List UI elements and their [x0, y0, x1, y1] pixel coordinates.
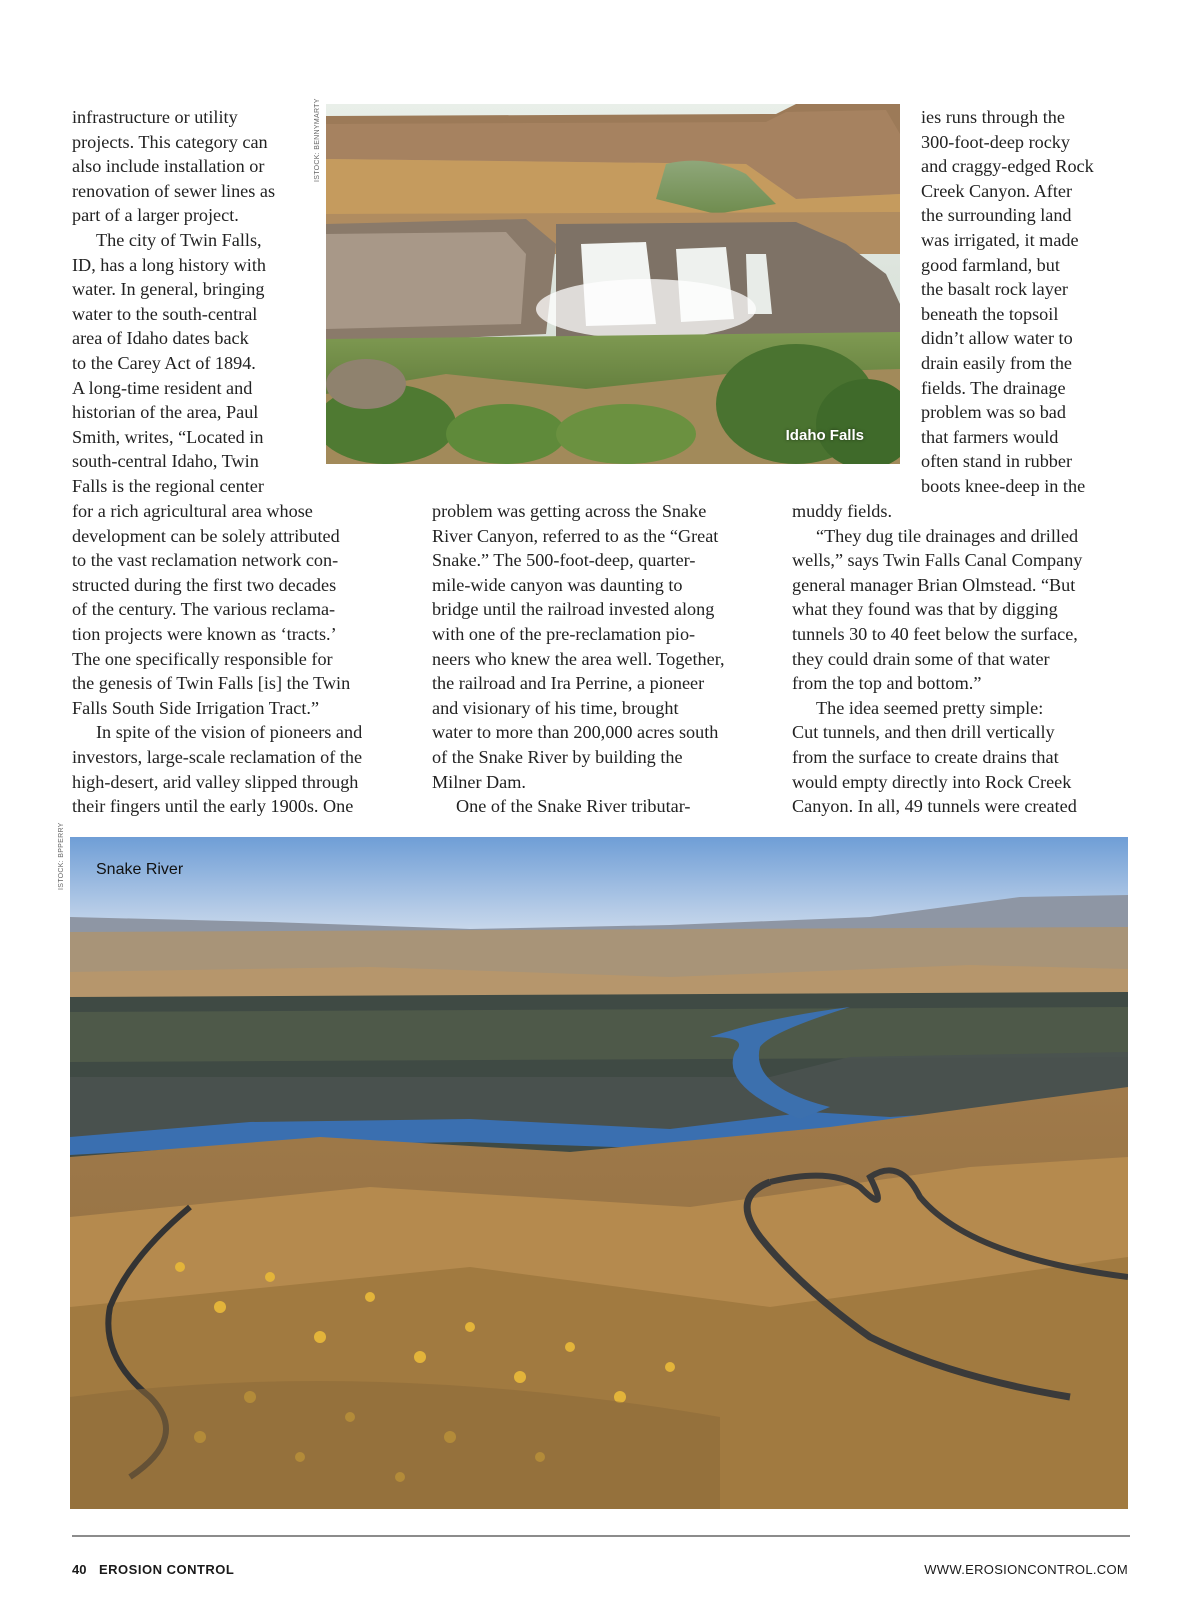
text-line: of the Snake River by building the — [432, 746, 683, 767]
text-line: what they found was that by digging — [792, 599, 1058, 620]
text-line: water to more than 200,000 acres south — [432, 722, 719, 743]
text-line: the surrounding land — [921, 205, 1072, 226]
text-line: One of the Snake River tributar- — [456, 796, 691, 817]
magazine-name: EROSION CONTROL — [99, 1562, 235, 1577]
text-line: Falls South Side Irrigation Tract.” — [72, 697, 320, 718]
page-number: 40 — [72, 1562, 87, 1577]
snake-river-photo — [70, 837, 1128, 1509]
text-line: the railroad and Ira Perrine, a pioneer — [432, 673, 705, 694]
column-1-bottom — [72, 499, 362, 819]
text-line: problem was so bad — [921, 402, 1066, 423]
text-line: general manager Brian Olmstead. “But — [792, 574, 1076, 595]
text-line: would empty directly into Rock Creek — [792, 771, 1072, 792]
text-line: The idea seemed pretty simple: — [816, 697, 1044, 718]
falls-photo-credit: ISTOCK: BENNYMARTY — [314, 98, 321, 182]
text-line: wells,” says Twin Falls Canal Company — [792, 550, 1083, 571]
text-line: good farmland, but — [921, 254, 1060, 275]
text-line: they could drain some of that water — [792, 648, 1050, 669]
text-line: to the vast reclamation network con- — [72, 550, 339, 571]
text-line: from the surface to create drains that — [792, 746, 1059, 767]
footer-rule — [72, 1535, 1130, 1537]
text-line: renovation of sewer lines as — [72, 180, 276, 201]
text-line: Milner Dam. — [432, 771, 526, 792]
text-line: didn’t allow water to — [921, 328, 1073, 349]
river-valley-image — [70, 837, 1128, 1509]
text-line: bridge until the railroad invested along — [432, 599, 715, 620]
waterfall-canyon-image — [326, 104, 900, 464]
text-line: water to the south-central — [72, 303, 258, 324]
text-line: River Canyon, referred to as the “Great — [432, 525, 719, 546]
column-1-top — [72, 105, 275, 499]
text-line: also include installation or — [72, 156, 265, 177]
text-line: ies runs through the — [921, 107, 1065, 127]
text-line: Snake.” The 500-foot-deep, quarter- — [432, 550, 696, 571]
text-line: tion projects were known as ‘tracts.’ — [72, 623, 337, 644]
text-line: investors, large-scale reclamation of the — [72, 746, 363, 767]
text-line: drain easily from the — [921, 352, 1073, 373]
text-line: Creek Canyon. After — [921, 180, 1073, 201]
river-caption: Snake River — [96, 861, 184, 878]
text-line: muddy fields. — [792, 501, 893, 521]
text-line: with one of the pre-reclamation pio- — [432, 623, 696, 644]
text-line: from the top and bottom.” — [792, 673, 982, 694]
column-3-bottom — [792, 499, 1082, 819]
text-line: ID, has a long history with — [72, 254, 266, 275]
text-line: water. In general, bringing — [72, 279, 265, 300]
text-line: Falls is the regional center — [72, 475, 264, 496]
text-line: the genesis of Twin Falls [is] the Twin — [72, 673, 351, 694]
text-line: that farmers would — [921, 426, 1059, 447]
text-line: was irrigated, it made — [921, 229, 1079, 250]
falls-caption: Idaho Falls — [785, 427, 864, 444]
text-line: their fingers until the early 1900s. One — [72, 796, 354, 817]
text-line: In spite of the vision of pioneers and — [96, 722, 363, 743]
text-line: neers who knew the area well. Together, — [432, 648, 725, 669]
text-line: boots knee-deep in the — [921, 475, 1086, 496]
text-line: 300-foot-deep rocky — [921, 131, 1070, 152]
website-url: WWW.EROSIONCONTROL.COM — [924, 1562, 1128, 1577]
text-line: A long-time resident and — [72, 377, 253, 398]
text-line: Smith, writes, “Located in — [72, 426, 264, 447]
text-line: and visionary of his time, brought — [432, 697, 679, 718]
text-line: tunnels 30 to 40 feet below the surface, — [792, 623, 1078, 644]
text-line: area of Idaho dates back — [72, 328, 249, 349]
text-line: and craggy-edged Rock — [921, 156, 1094, 177]
idaho-falls-photo — [326, 104, 900, 464]
text-line: problem was getting across the Snake — [432, 501, 707, 521]
column-2 — [432, 499, 725, 819]
text-line: fields. The drainage — [921, 377, 1066, 398]
river-photo-credit: ISTOCK: BPPERRY — [58, 822, 65, 890]
text-line: mile-wide canyon was daunting to — [432, 574, 683, 595]
text-line: historian of the area, Paul — [72, 402, 259, 423]
text-line: the basalt rock layer — [921, 279, 1068, 300]
text-line: projects. This category can — [72, 131, 268, 152]
text-line: Canyon. In all, 49 tunnels were created — [792, 796, 1077, 817]
text-line: structed during the first two decades — [72, 574, 337, 595]
text-line: south-central Idaho, Twin — [72, 451, 259, 472]
text-line: often stand in rubber — [921, 451, 1073, 472]
text-line: The city of Twin Falls, — [96, 229, 262, 250]
text-line: The one specifically responsible for — [72, 648, 333, 669]
text-line: to the Carey Act of 1894. — [72, 352, 256, 373]
text-line: development can be solely attributed — [72, 525, 340, 546]
column-3-top — [921, 105, 1094, 499]
text-line: high-desert, arid valley slipped through — [72, 771, 359, 792]
text-line: “They dug tile drainages and drilled — [816, 525, 1079, 546]
text-line: of the century. The various reclama- — [72, 599, 336, 620]
text-line: for a rich agricultural area whose — [72, 501, 313, 521]
text-line: beneath the topsoil — [921, 303, 1059, 324]
text-line: infrastructure or utility — [72, 107, 238, 127]
text-line: part of a larger project. — [72, 205, 239, 226]
text-line: Cut tunnels, and then drill vertically — [792, 722, 1055, 743]
